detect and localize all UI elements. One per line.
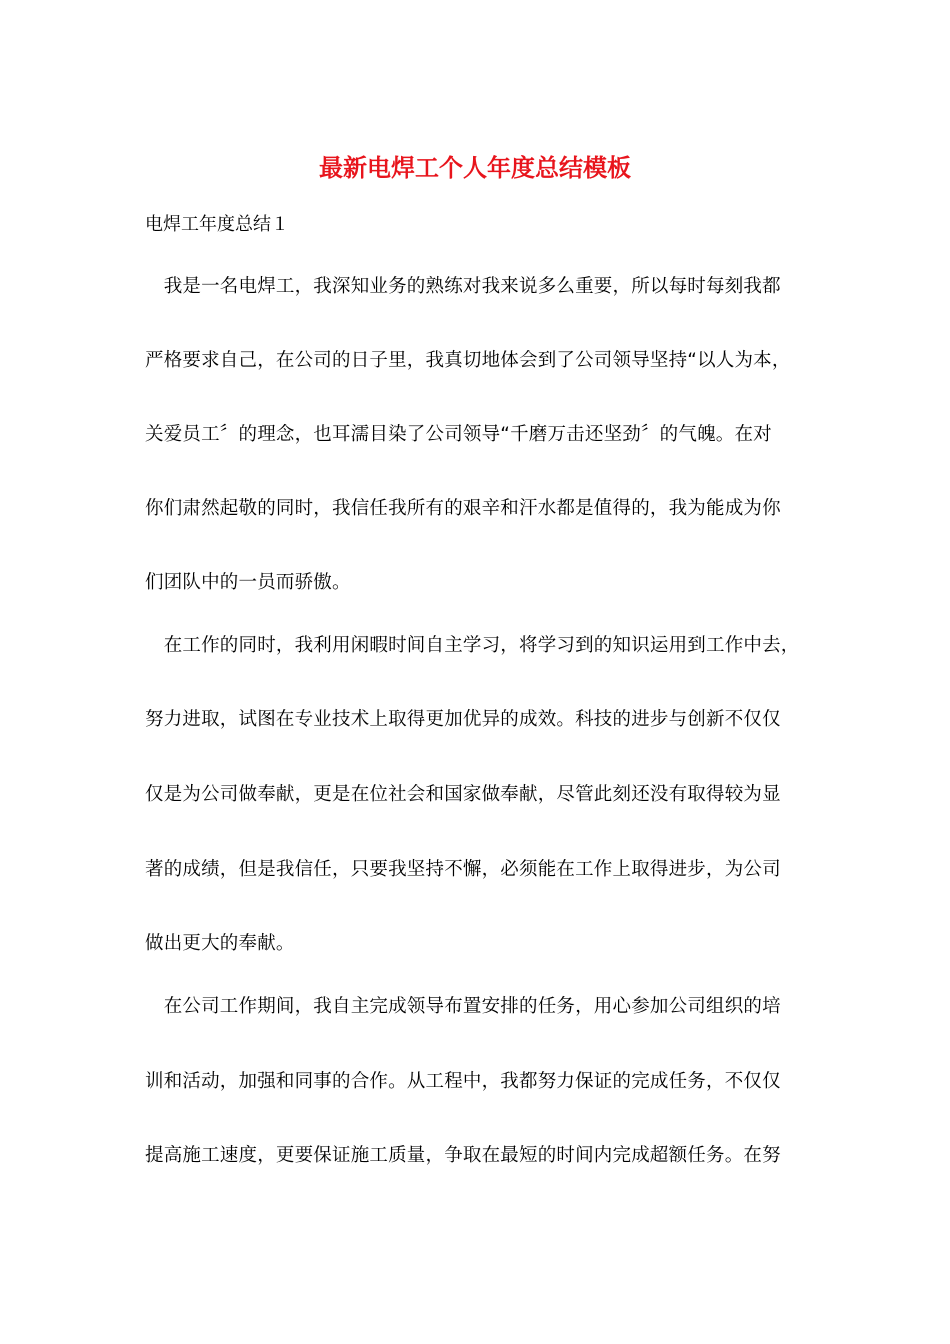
- body-line: 著的成绩，但是我信任，只要我坚持不懈，必须能在工作上取得进步，为公司: [145, 859, 781, 880]
- body-line: 仅是为公司做奉献，更是在位社会和国家做奉献，尽管此刻还没有取得较为显: [145, 784, 781, 805]
- document-title: 最新电焊工个人年度总结模板: [319, 153, 631, 182]
- body-line: 我是一名电焊工，我深知业务的熟练对我来说多么重要，所以每时每刻我都: [145, 276, 781, 297]
- body-line: 训和活动，加强和同事的合作。从工程中，我都努力保证的完成任务，不仅仅: [145, 1071, 781, 1092]
- body-line: 提高施工速度，更要保证施工质量，争取在最短的时间内完成超额任务。在努: [145, 1145, 781, 1166]
- body-line: 在工作的同时，我利用闲暇时间自主学习，将学习到的知识运用到工作中去，: [145, 635, 800, 656]
- body-line: 在公司工作期间，我自主完成领导布置安排的任务，用心参加公司组织的培: [145, 996, 781, 1017]
- body-line: 严格要求自己，在公司的日子里，我真切地体会到了公司领导坚持“以人为本，: [145, 350, 791, 371]
- section-heading: 电焊工年度总结１: [145, 214, 289, 235]
- body-line: 你们肃然起敬的同时，我信任我所有的艰辛和汗水都是值得的，我为能成为你: [145, 498, 781, 519]
- body-line: 努力进取，试图在专业技术上取得更加优异的成效。科技的进步与创新不仅仅: [145, 709, 781, 730]
- body-line: 关爱员工〞的理念，也耳濡目染了公司领导“千磨万击还坚劲〞的气魄。在对: [145, 424, 772, 445]
- body-line: 们团队中的一员而骄傲。: [145, 572, 351, 593]
- body-line: 做出更大的奉献。: [145, 933, 295, 954]
